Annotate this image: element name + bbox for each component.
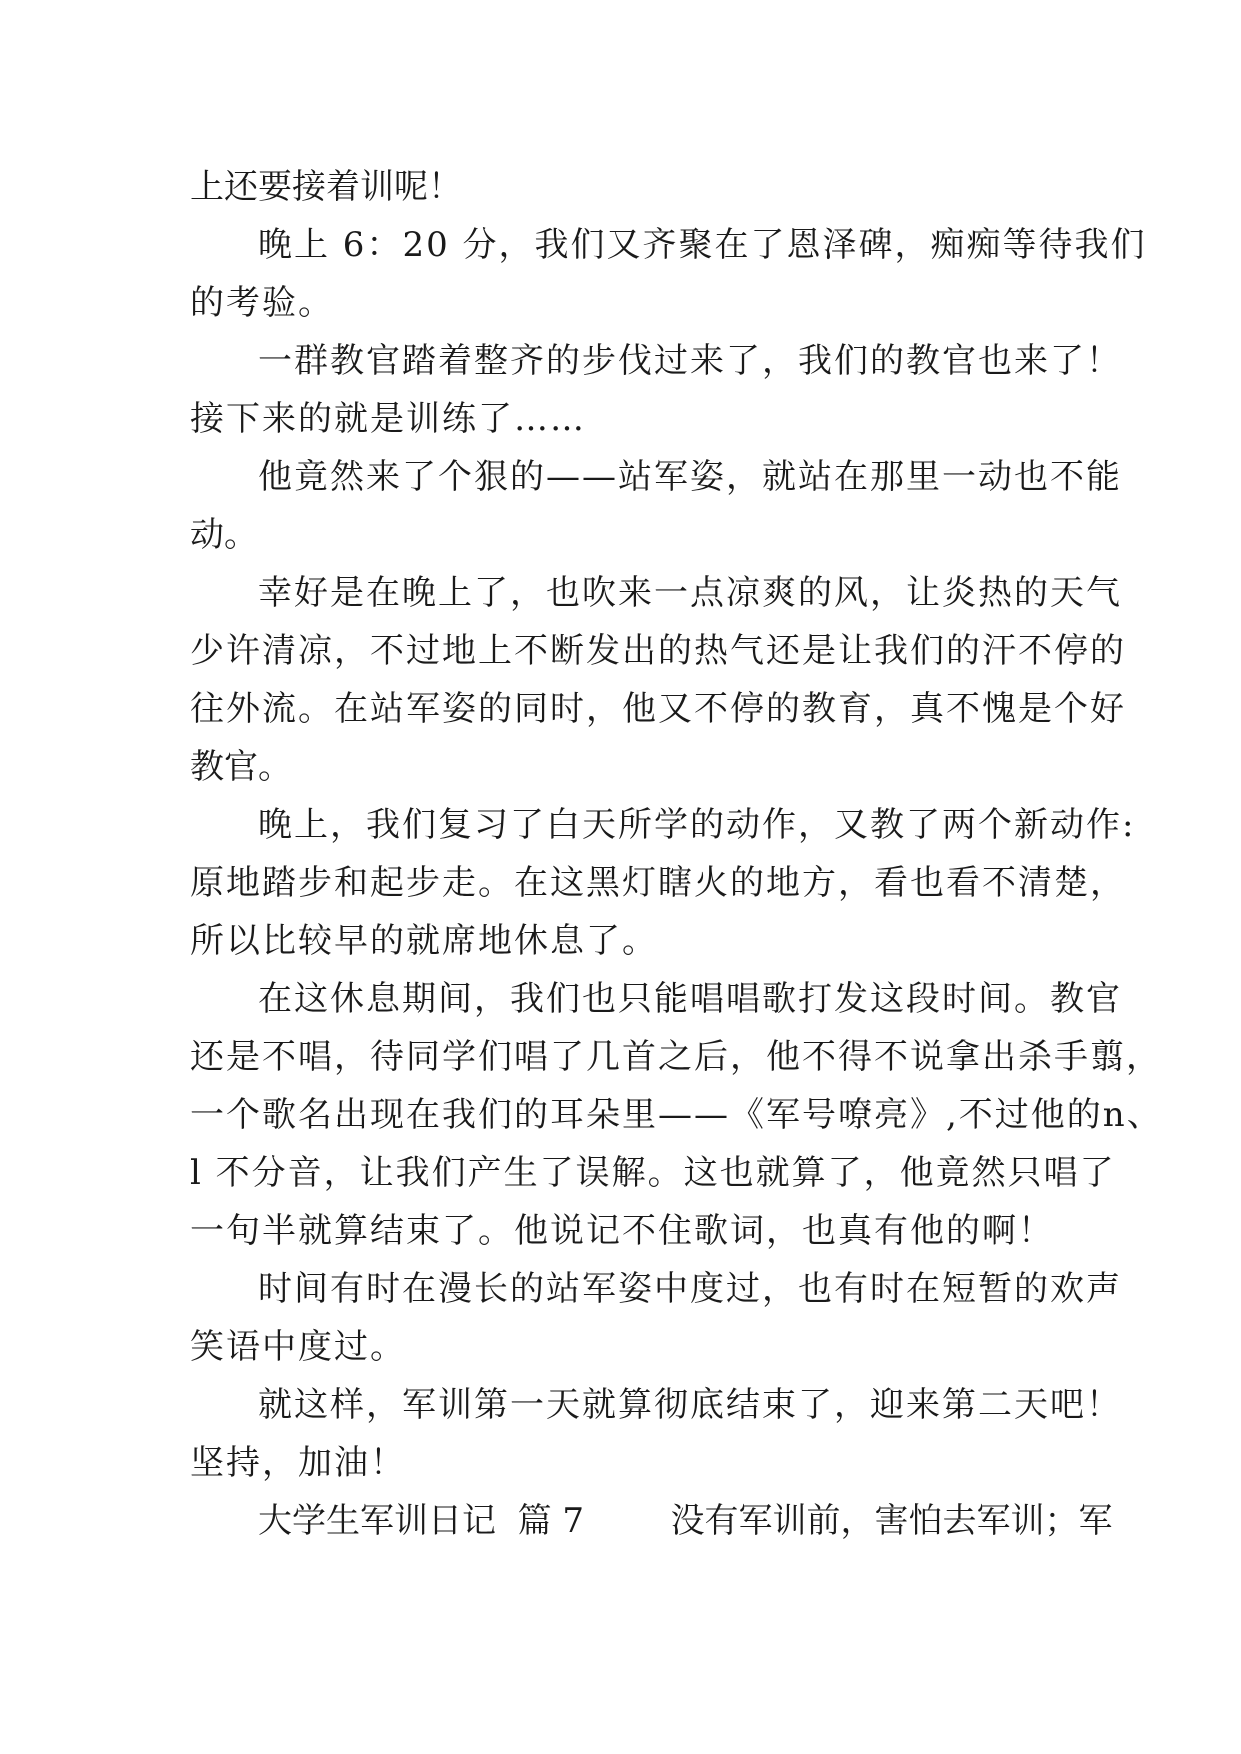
text-line: 还是不唱，待同学们唱了几首之后，他不得不说拿出杀手翦， bbox=[190, 1037, 1162, 1077]
paragraph-line: 就这样，军训第一天就算彻底结束了，迎来第二天吧！ bbox=[258, 1385, 1122, 1425]
paragraph-line: 晚上，我们复习了白天所学的动作，又教了两个新动作: bbox=[258, 805, 1136, 845]
paragraph-line: 他竟然来了个狠的——站军姿，就站在那里一动也不能 bbox=[258, 457, 1122, 497]
body-text bbox=[190, 158, 1163, 1550]
text-line: 坚持，加油！ bbox=[190, 1443, 406, 1483]
paragraph-line: 在这休息期间，我们也只能唱唱歌打发这段时间。教官 bbox=[258, 979, 1122, 1019]
paragraph-line: 一群教官踏着整齐的步伐过来了，我们的教官也来了！ bbox=[258, 341, 1122, 381]
text-line: 教官。 bbox=[190, 747, 292, 787]
paragraph-line: 时间有时在漫长的站军姿中度过，也有时在短暂的欢声 bbox=[258, 1269, 1122, 1309]
text-line: 动。 bbox=[190, 515, 258, 555]
text-line: 原地踏步和起步走。在这黑灯瞎火的地方，看也看不清楚， bbox=[190, 863, 1126, 903]
text-line: 的考验。 bbox=[190, 283, 334, 323]
text-line: 往外流。在站军姿的同时，他又不停的教育，真不愧是个好 bbox=[190, 689, 1126, 729]
paragraph-line: 幸好是在晚上了，也吹来一点凉爽的风，让炎热的天气 bbox=[258, 573, 1122, 613]
text-line: 一个歌名出现在我们的耳朵里——《军号嘹亮》,不过他的n、 bbox=[190, 1095, 1163, 1135]
text-line: 笑语中度过。 bbox=[190, 1327, 406, 1367]
text-line: 上还要接着训呢！ bbox=[190, 167, 462, 207]
text-line: 一句半就算结束了。他说记不住歌词，也真有他的啊！ bbox=[190, 1211, 1054, 1251]
text-line: 少许清凉，不过地上不断发出的热气还是让我们的汗不停的 bbox=[190, 631, 1126, 671]
text-line: 所以比较早的就席地休息了。 bbox=[190, 921, 658, 961]
text-line: l 不分音，让我们产生了误解。这也就算了，他竟然只唱了 bbox=[190, 1153, 1116, 1193]
text-line: 接下来的就是训练了…… bbox=[190, 399, 586, 439]
section-heading-line: 大学生军训日记 篇 7 没有军训前，害怕去军训；军 bbox=[258, 1501, 1113, 1541]
paragraph-line: 晚上 6：20 分，我们又齐聚在了恩泽碑，痴痴等待我们 bbox=[258, 225, 1147, 265]
